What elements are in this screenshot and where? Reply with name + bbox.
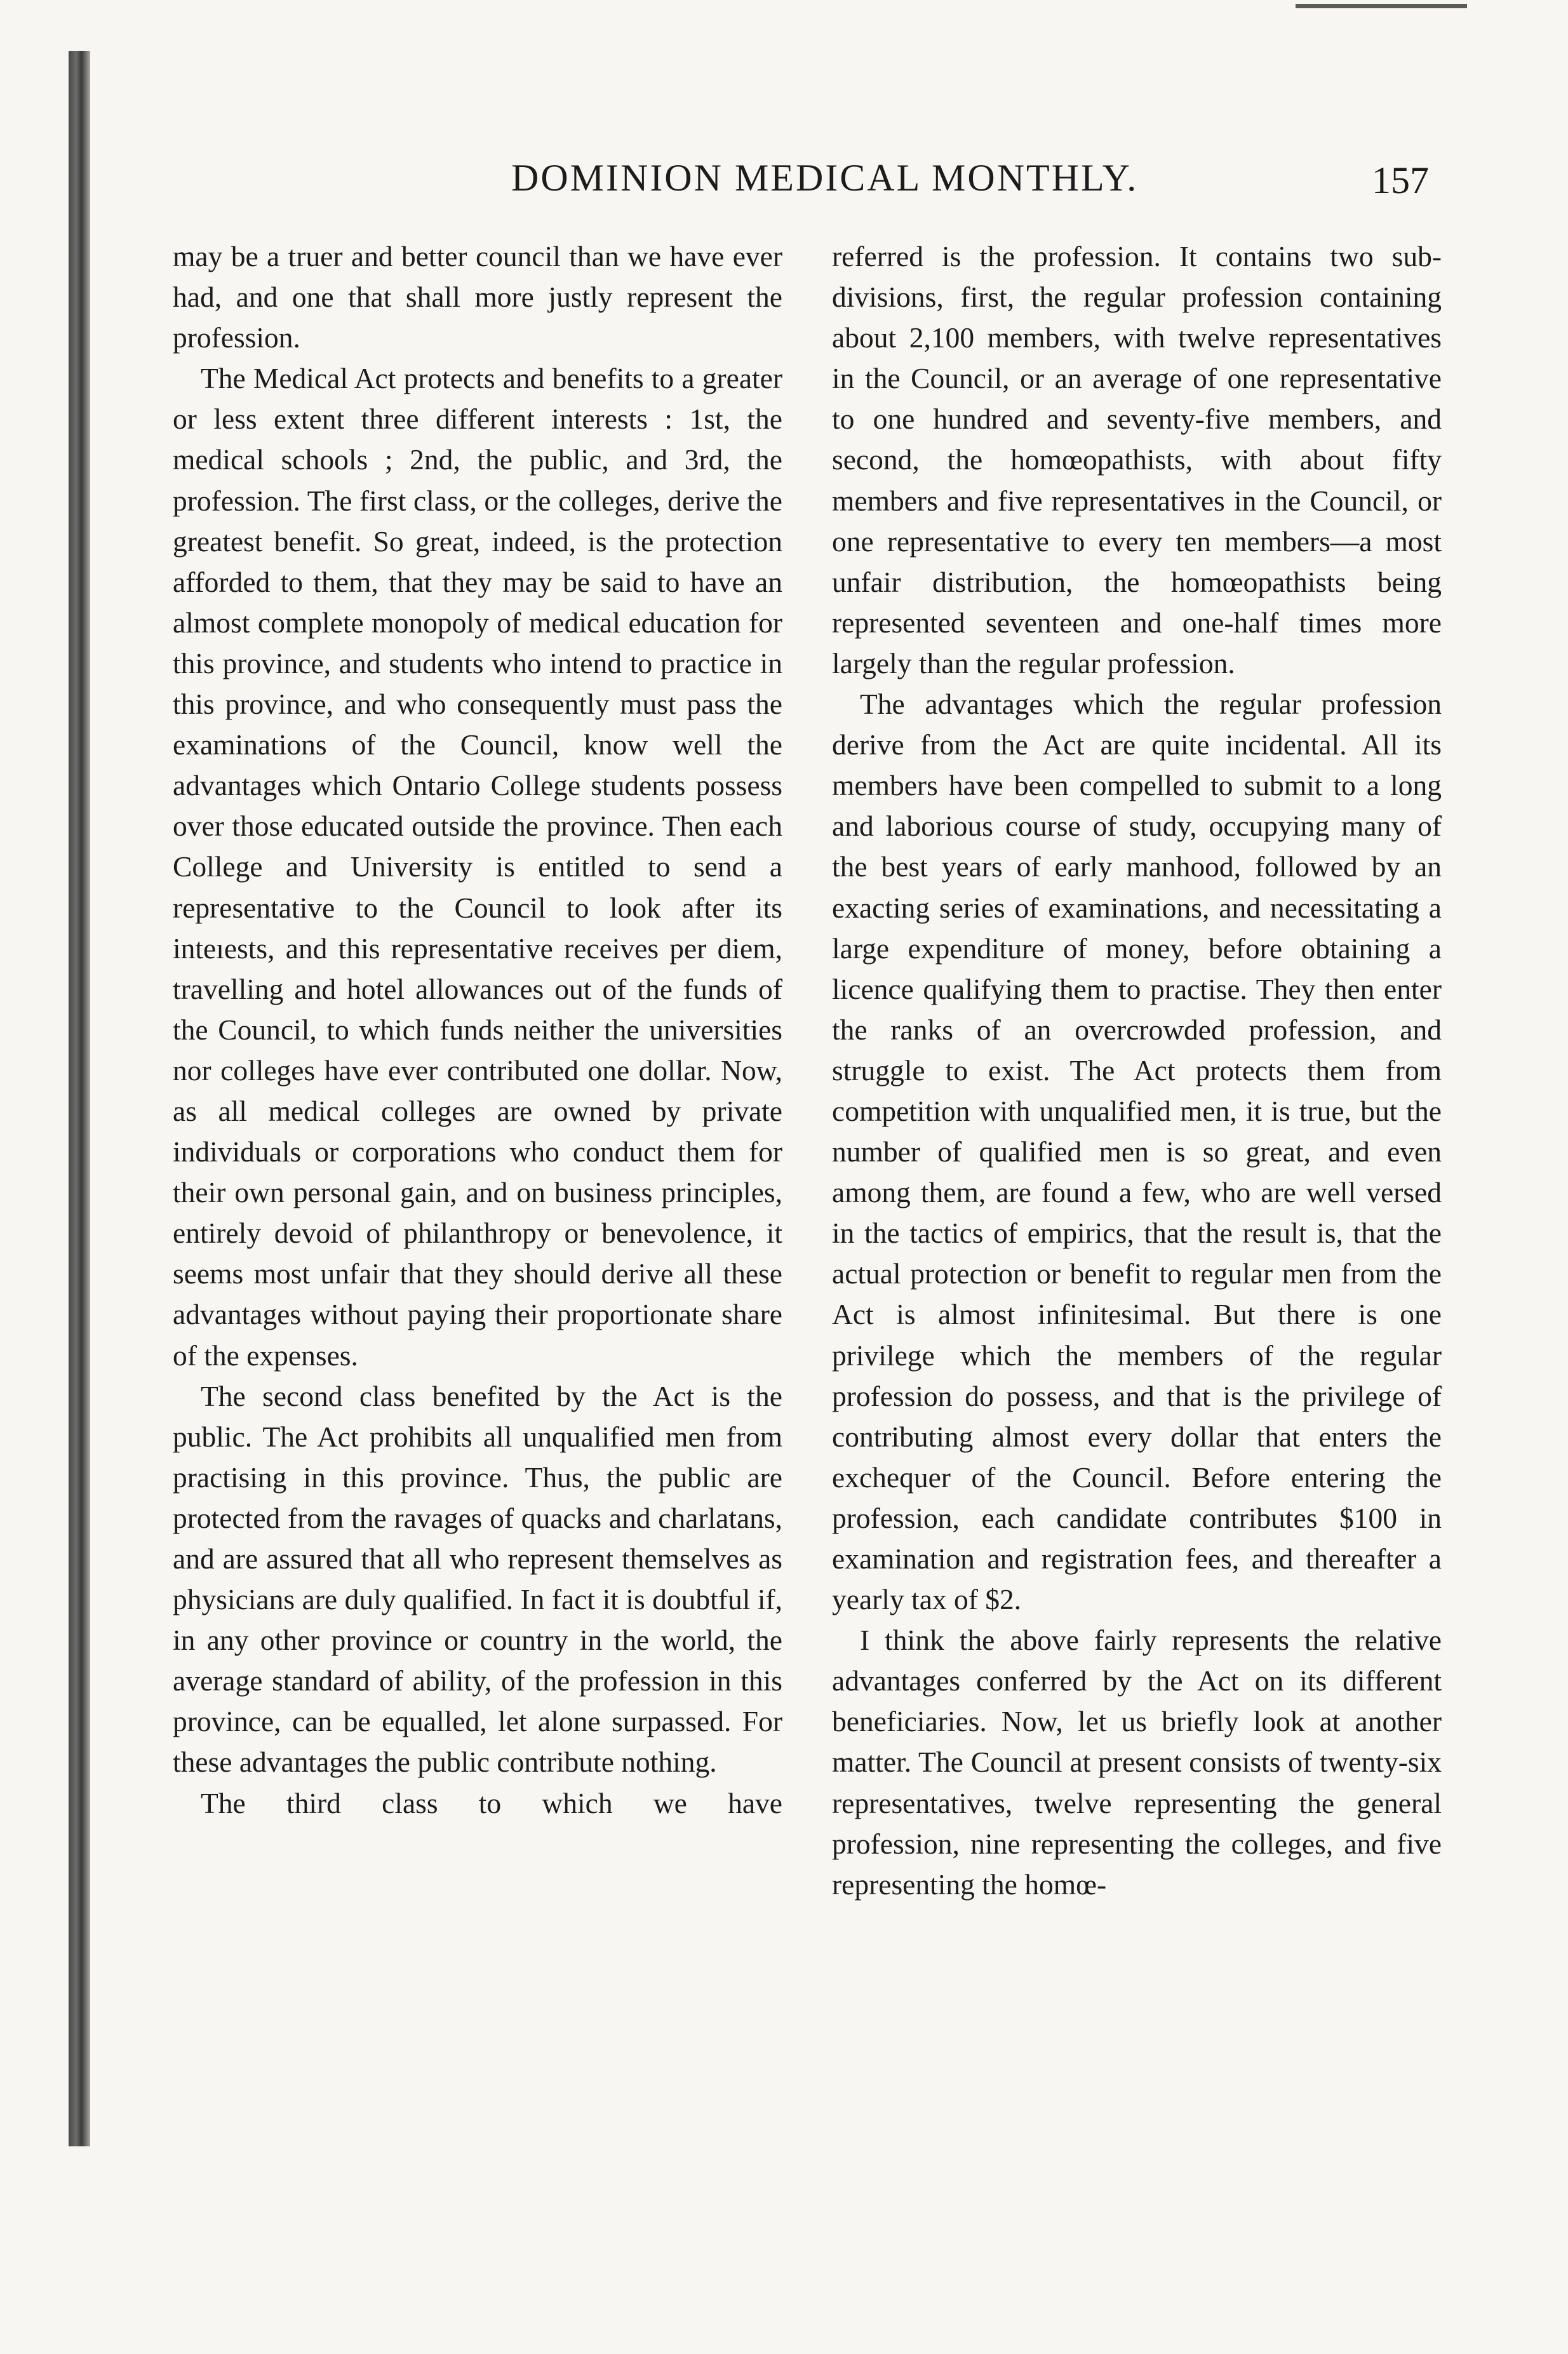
top-edge-mark bbox=[1296, 4, 1467, 8]
paragraph: The third class to which we have bbox=[201, 1786, 782, 1819]
left-column bbox=[173, 236, 782, 1824]
right-column bbox=[832, 236, 1442, 1905]
paragraph: The advantages which the regular profession derive from the Act are quite incidental. All its members have been compelled to submit to a long and laborious course of study, occupying many of the best years of early manhood, followed by an exacting series of examinations, and necessitating a large expenditure of money, before obtaining a licence qualifying them to practise. They then enter the ranks of an overcrowded profession, and struggle to exist. The Act protects them from competition with unqualified men, it is true, but the number of qualified men is so great, and even among them, are found a few, who are well versed in the tactics of empirics, that the result is, that the actual protection or benefit to regular men from the Act is almost infinitesimal. But there is one privilege which the members of the regular profession do possess, and that is the privilege of contributing almost every dollar that enters the exchequer of the Council. Before entering the profession, each candidate contributes $100 in examination and registration fees, and thereafter a yearly tax of $2. bbox=[832, 688, 1442, 1616]
paragraph: may be a truer and better council than we have ever had, and one that shall more justly represent the profession. bbox=[173, 240, 782, 354]
book-binding-edge bbox=[69, 51, 90, 2146]
page-number: 157 bbox=[1372, 159, 1429, 201]
paragraph: The Medical Act protects and benefits to a greater or less extent three different interests : 1st, the medical schools ; 2nd, the public, and 3rd, the profession. The first class, or the colleges, derive the greatest benefit. So great, indeed, is the protection afforded to them, that they may be said to have an almost complete monopoly of medical education for this province, and students who intend to practice in this province, and who consequently must pass the examinations of the Council, know well the advantages which Ontario College students possess over those educated outside the province. Then each College and University is entitled to send a representative to the Council to look after its inteıests, and this representative receives per diem, travelling and hotel allowances out of the funds of the Council, to which funds neither the universities nor colleges have ever contributed one dollar. Now, as all medical colleges are owned by private individuals or corporations who conduct them for their own personal gain, and on business principles, entirely devoid of philanthropy or benevolence, it seems most unfair that they should derive all these advantages without paying their proportionate share of the expenses. bbox=[173, 362, 782, 1372]
paragraph: I think the above fairly represents the relative advantages conferred by the Act on its different beneficiaries. Now, let us briefly look at another matter. The Council at present consists of twenty-six representatives, twelve representing the general profession, nine representing the colleges, and five representing the homœ- bbox=[832, 1624, 1442, 1901]
running-title: DOMINION MEDICAL MONTHLY. bbox=[511, 157, 1139, 199]
paragraph: referred is the profession. It contains two sub-divisions, first, the regular profession containing about 2,100 members, with twelve representatives in the Council, or an average of one representative to one hundred and seventy-five members, and second, the homœopathists, with about fifty members and five representatives in the Council, or one representative to every ten members—a most unfair distribution, the homœopathists being represented seventeen and one-half times more largely than the regular profession. bbox=[832, 240, 1442, 679]
paragraph: The second class benefited by the Act is the public. The Act prohibits all unqualified men from practising in this province. Thus, the public are protected from the ravages of quacks and charlatans, and are assured that all who represent themselves as physicians are duly qualified. In fact it is doubtful if, in any other province or country in the world, the average standard of ability, of the profession in this province, can be equalled, let alone surpassed. For these advantages the public contribute nothing. bbox=[173, 1379, 782, 1779]
page-header bbox=[191, 156, 1429, 207]
